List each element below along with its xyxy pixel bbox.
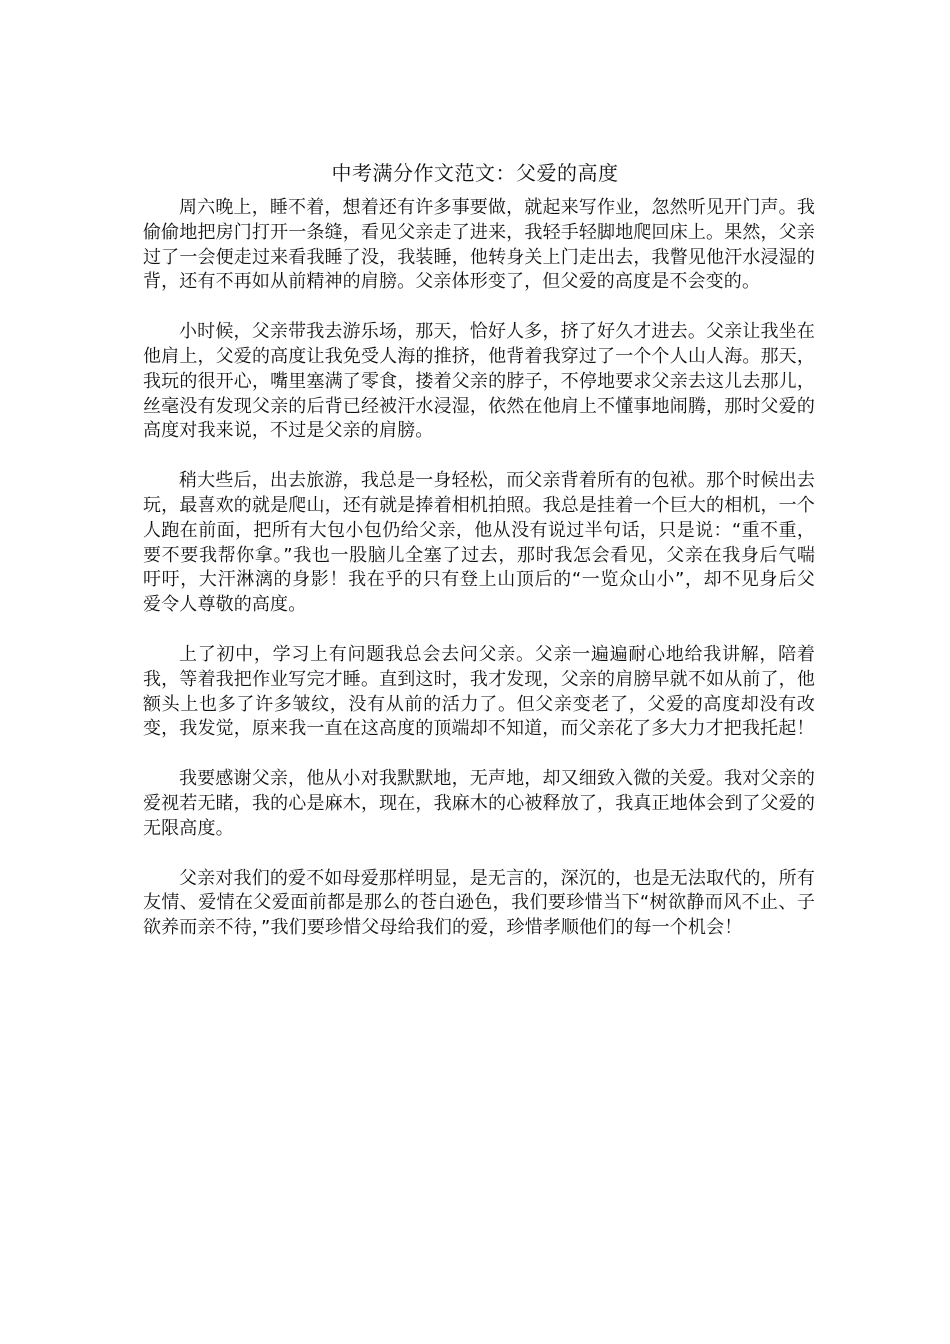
paragraph-2: 小时候，父亲带我去游乐场，那天，恰好人多，挤了好久才进去。父亲让我坐在他肩上，父爱的高度让我免受人海的推挤，他背着我穿过了一个个人山人海。那天，我玩的很开心，嘴里塞满了零食，搂着父亲的脖子，不停地要求父亲去这儿去那儿，丝毫没有发现父亲的后背已经被汗水浸湿，依然在他肩上不懂事地闹腾，那时父爱的高度对我来说，不过是父亲的肩膀。 (143, 321, 815, 442)
document-title: 中考满分作文范文：父爱的高度 (331, 161, 619, 185)
paragraph-5: 我要感谢父亲，他从小对我默默地，无声地，却又细致入微的关爱。我对父亲的爱视若无睹，我的心是麻木，现在，我麻木的心被释放了，我真正地体会到了父爱的无限高度。 (143, 768, 815, 839)
document-body (143, 196, 815, 966)
paragraph-3: 稍大些后，出去旅游，我总是一身轻松，而父亲背着所有的包袱。那个时候出去玩，最喜欢的就是爬山，还有就是捧着相机拍照。我总是挂着一个巨大的相机，一个人跑在前面，把所有大包小包仍给父亲，他从没有说过半句话，只是说：“重不重，要不要我帮你拿。”我也一股脑儿全塞了过去，那时我怎会看见，父亲在我身后气喘吁吁，大汗淋漓的身影！我在乎的只有登上山顶后的“一览众山小”，却不见身后父爱令人尊敬的高度。 (143, 470, 815, 616)
paragraph-1: 周六晚上，睡不着，想着还有许多事要做，就起来写作业，忽然听见开门声。我偷偷地把房门打开一条缝，看见父亲走了进来，我轻手轻脚地爬回床上。果然，父亲过了一会便走过来看我睡了没，我装睡，他转身关上门走出去，我瞥见他汗水浸湿的背，还有不再如从前精神的肩膀。父亲体形变了，但父爱的高度是不会变的。 (143, 197, 815, 293)
paragraph-6: 父亲对我们的爱不如母爱那样明显，是无言的，深沉的，也是无法取代的，所有友情、爱情在父爱面前都是那么的苍白逊色，我们要珍惜当下“树欲静而风不止、子欲养而亲不待，”我们要珍惜父母给我们的爱，珍惜孝顺他们的每一个机会！ (143, 867, 815, 939)
paragraph-4: 上了初中，学习上有问题我总会去问父亲。父亲一遍遍耐心地给我讲解，陪着我，等着我把作业写完才睡。直到这时，我才发现，父亲的肩膀早就不如从前了，他额头上也多了许多皱纹，没有从前的活力了。但父亲变老了，父爱的高度却没有改变，我发觉，原来我一直在这高度的顶端却不知道，而父亲花了多大力才把我托起！ (143, 643, 815, 740)
